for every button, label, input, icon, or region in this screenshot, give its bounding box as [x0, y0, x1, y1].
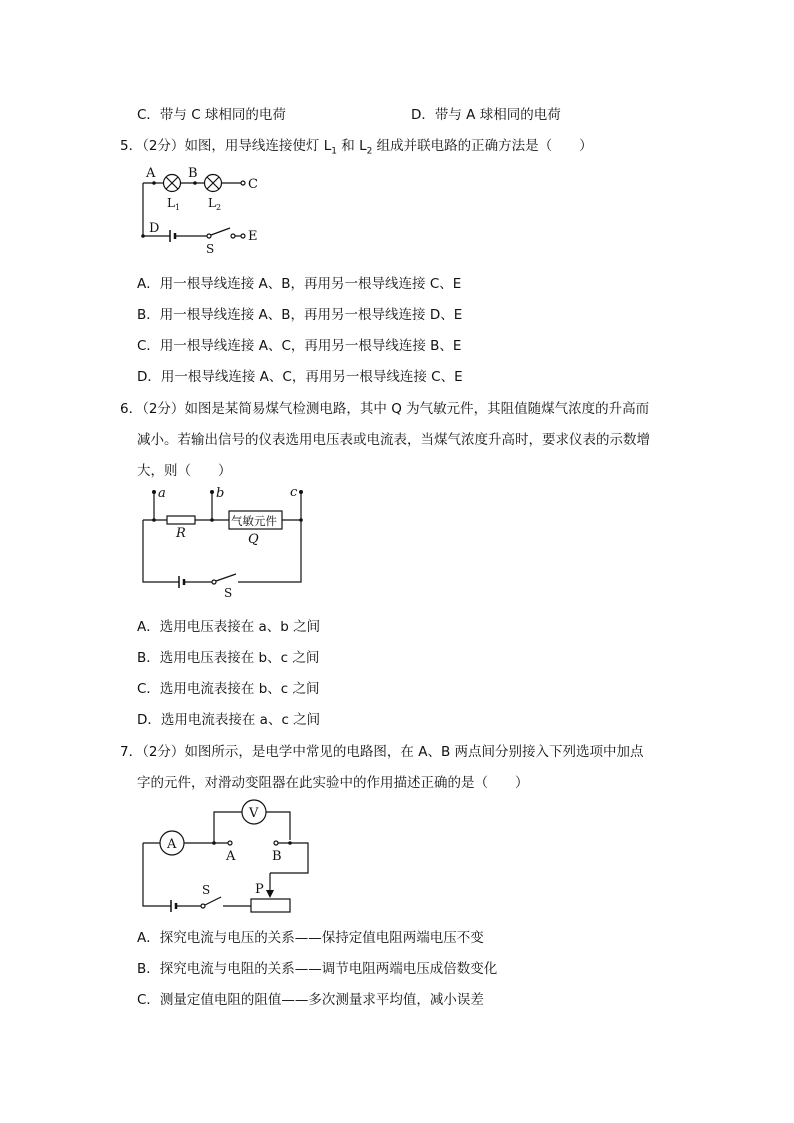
- q5-label-l1: $L_1$: [167, 196, 181, 212]
- q5-option-b: B．用一根导线连接 A、B，再用另一根导线连接 D、E: [137, 307, 463, 323]
- q6-stem-1: 如图是某简易煤气检测电路，其中 Q 为气敏元件，其阻值随煤气浓度的升高而: [184, 401, 650, 417]
- q6-label-q: Q: [248, 532, 259, 547]
- prev-option-d: D．带与 A 球相同的电荷: [411, 107, 561, 123]
- q7-voltmeter-label: V: [249, 806, 259, 821]
- q5-option-c: C．用一根导线连接 A、C，再用另一根导线连接 B、E: [137, 338, 462, 354]
- q5-label-a: A: [146, 166, 156, 181]
- q7-option-b: B．探究电流与电阻的关系——调节电阻两端电压成倍数变化: [137, 961, 498, 977]
- q7-label-s: S: [202, 883, 211, 897]
- q5-option-a: A．用一根导线连接 A、B，再用另一根导线连接 C、E: [137, 276, 462, 292]
- q5-stem-b: 和 L: [336, 138, 367, 154]
- q6-element-label: 气敏元件: [231, 514, 277, 528]
- q5-stem-a: 如图，用导线连接使灯 L: [184, 138, 332, 154]
- q7-label-a: A: [226, 849, 236, 864]
- q6-label-s: S: [224, 586, 233, 600]
- q7-number: 7．（2分）: [120, 744, 185, 760]
- q6-option-a: A．选用电压表接在 a、b 之间: [137, 619, 321, 635]
- q5-option-d: D．用一根导线连接 A、C，再用另一根导线连接 C、E: [137, 369, 463, 385]
- q7-ammeter-label: A: [167, 837, 177, 852]
- q6-label-b: b: [216, 486, 225, 501]
- q6-stem-line3: 大，则（ ）: [137, 463, 232, 479]
- q5-stem-c: 组成并联电路的正确方法是（ ）: [372, 138, 593, 154]
- q5-label-s: S: [206, 242, 215, 256]
- q5-label-c: C: [248, 177, 258, 192]
- q7-stem-1: 如图所示，是电学中常见的电路图，在 A、B 两点间分别接入下列选项中加点: [184, 744, 644, 760]
- q7-option-a: A．探究电流与电压的关系——保持定值电阻两端电压不变: [137, 930, 484, 946]
- q6-stem-line2: 减小。若输出信号的仪表选用电压表或电流表，当煤气浓度升高时，要求仪表的示数增: [137, 432, 650, 448]
- q5-stem-sub2: 2: [366, 146, 373, 157]
- q6-number: 6．（2分）: [120, 401, 185, 417]
- prev-option-c: C．带与 C 球相同的电荷: [137, 107, 286, 123]
- q5-number: 5．（2分）: [120, 138, 185, 154]
- q6-option-b: B．选用电压表接在 b、c 之间: [137, 650, 320, 666]
- q6-label-r: R: [176, 526, 186, 541]
- q6-option-c: C．选用电流表接在 b、c 之间: [137, 681, 320, 697]
- q7-label-b: B: [272, 849, 282, 864]
- q5-label-d: D: [149, 221, 160, 236]
- q7-option-c: C．测量定值电阻的阻值——多次测量求平均值，减小误差: [137, 992, 484, 1008]
- q5-label-l2: $L_2$: [208, 196, 222, 212]
- q7-label-p: P: [255, 882, 264, 897]
- q6-label-a: a: [158, 486, 166, 501]
- q6-label-c: c: [290, 485, 298, 500]
- q5-label-e: E: [248, 229, 258, 244]
- q6-option-d: D．选用电流表接在 a、c 之间: [137, 712, 321, 728]
- q5-label-b: B: [188, 166, 198, 181]
- q5-stem-sub1: 1: [331, 146, 337, 157]
- q7-stem-line2: 字的元件，对滑动变阻器在此实验中的作用描述正确的是（ ）: [137, 775, 529, 791]
